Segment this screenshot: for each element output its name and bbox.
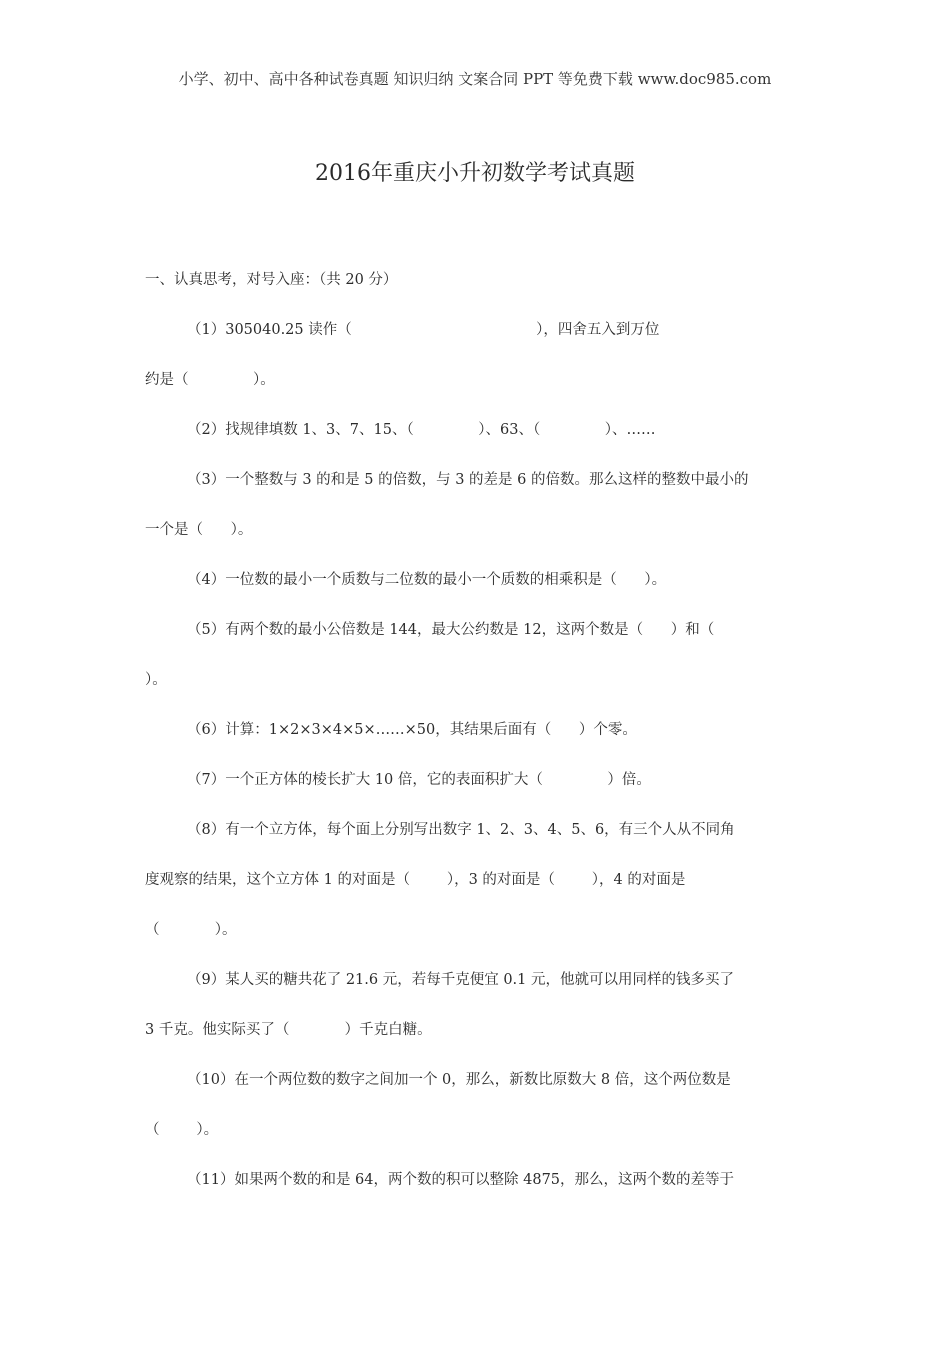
section-heading: 一、认真思考，对号入座：（共 20 分）: [145, 272, 398, 288]
question-8-line-1: （8）有一个立方体，每个面上分别写出数字 1、2、3、4、5、6，有三个人从不同角: [187, 822, 735, 838]
question-1-line-2: 约是（ ）。: [145, 372, 275, 388]
question-10-line-1: （10）在一个两位数的数字之间加一个 0，那么，新数比原数大 8 倍，这个两位数是: [187, 1072, 731, 1088]
site-banner: 小学、初中、高中各种试卷真题 知识归纳 文案合同 PPT 等免费下载 www.doc985.com: [178, 70, 772, 88]
page-title: 2016年重庆小升初数学考试真题: [315, 161, 635, 186]
question-9-line-1: （9）某人买的糖共花了 21.6 元，若每千克便宜 0.1 元，他就可以用同样的钱多买了: [187, 972, 735, 988]
question-7: （7）一个正方体的棱长扩大 10 倍，它的表面积扩大（ ）倍。: [187, 772, 651, 788]
question-9-line-2: 3 千克。他实际买了（ ）千克白糖。: [145, 1022, 432, 1038]
question-5-line-1: （5）有两个数的最小公倍数是 144，最大公约数是 12，这两个数是（ ）和（: [187, 622, 715, 638]
question-11-line-1: （11）如果两个数的和是 64，两个数的积可以整除 4875，那么，这两个数的差等于: [187, 1172, 735, 1188]
question-6: （6）计算：1×2×3×4×5×……×50，其结果后面有（ ）个零。: [187, 722, 637, 738]
question-1-line-1: （1）305040.25 读作（ ），四舍五入到万位: [187, 322, 660, 338]
question-8-line-2: 度观察的结果，这个立方体 1 的对面是（ ），3 的对面是（ ），4 的对面是: [145, 872, 686, 888]
question-3-line-2: 一个是（ ）。: [145, 522, 253, 538]
question-8-line-3: （ ）。: [145, 922, 237, 938]
question-2: （2）找规律填数 1、3、7、15、（ ）、63、（ ）、……: [187, 422, 656, 438]
question-3-line-1: （3）一个整数与 3 的和是 5 的倍数，与 3 的差是 6 的倍数。那么这样的整数中最小的: [187, 472, 749, 488]
question-4: （4）一位数的最小一个质数与二位数的最小一个质数的相乘积是（ ）。: [187, 572, 667, 588]
question-5-line-2: ）。: [145, 672, 167, 688]
question-10-line-2: （ ）。: [145, 1122, 219, 1138]
